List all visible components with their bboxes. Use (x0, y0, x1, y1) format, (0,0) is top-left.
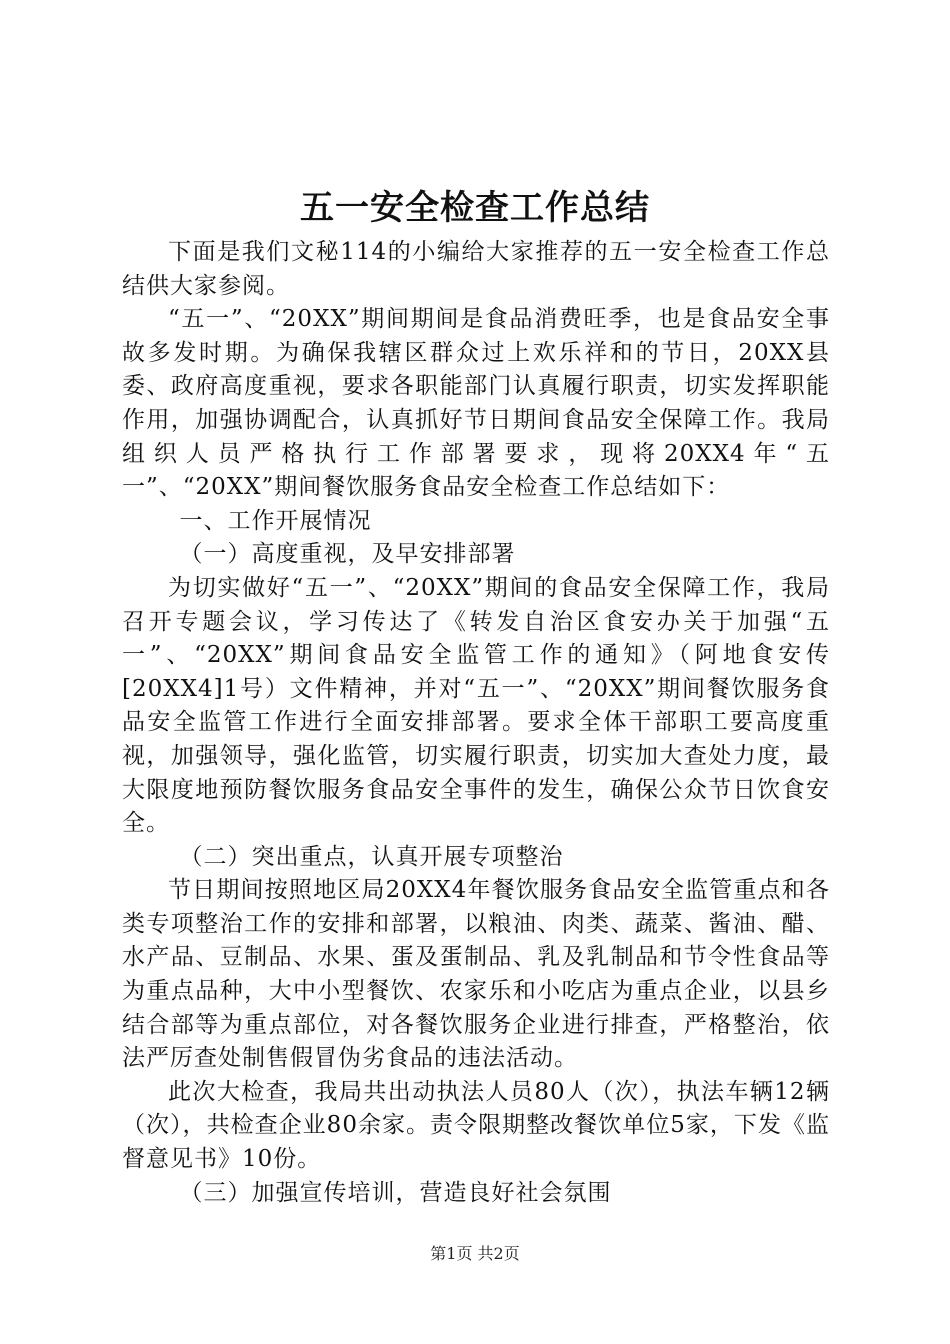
body-paragraph: 此次大检查，我局共出动执法人员80人（次），执法车辆12辆（次），共检查企业80余家。责令限期整改餐饮单位5家，下发《监督意见书》10份。 (122, 1078, 830, 1173)
document-title: 五一安全检查工作总结 (300, 188, 650, 228)
subsection-heading: （三）加强宣传培训，营造良好社会氛围 (179, 1179, 612, 1206)
section-heading: 一、工作开展情况 (179, 507, 372, 534)
page-number: 第1页 共2页 (430, 1244, 520, 1263)
subsection-heading: （一）高度重视，及早安排部署 (179, 541, 516, 568)
body-paragraph: 为切实做好“五一”、“20XX”期间的食品安全保障工作，我局召开专题会议，学习传达了《转发自治区食安办关于加强“五一”、“20XX”期间食品安全监管工作的通知》（阿地食安传[20XX4]1号）文件精神，并对“五一”、“20XX”期间餐饮服务食品安全监管工作进行全面安排部署。要求全体干部职工要高度重视，加强领导，强化监管，切实履行职责，切实加大查处力度，最大限度地预防餐饮服务食品安全事件的发生，确保公众节日饮食安全。 (122, 574, 830, 837)
document-body (122, 236, 830, 1210)
body-paragraph: 节日期间按照地区局20XX4年餐饮服务食品安全监管重点和各类专项整治工作的安排和部署，以粮油、肉类、蔬菜、酱油、醋、水产品、豆制品、水果、蛋及蛋制品、乳及乳制品和节令性食品等为重点品种，大中小型餐饮、农家乐和小吃店为重点企业，以县乡结合部等为重点部位，对各餐饮服务企业进行排查，严格整治，依法严厉查处制售假冒伪劣食品的违法活动。 (122, 877, 830, 1072)
subsection-heading: （二）突出重点，认真开展专项整治 (179, 843, 564, 870)
body-paragraph: “五一”、“20XX”期间期间是食品消费旺季，也是食品安全事故多发时期。为确保我辖区群众过上欢乐祥和的节日，20XX县委、政府高度重视，要求各职能部门认真履行职责，切实发挥职能作用，加强协调配合，认真抓好节日期间食品安全保障工作。我局组织人员严格执行工作部署要求，现将20XX4年“五一”、“20XX”期间餐饮服务食品安全检查工作总结如下： (122, 306, 830, 501)
intro-paragraph: 下面是我们文秘114的小编给大家推荐的五一安全检查工作总结供大家参阅。 (122, 239, 830, 299)
